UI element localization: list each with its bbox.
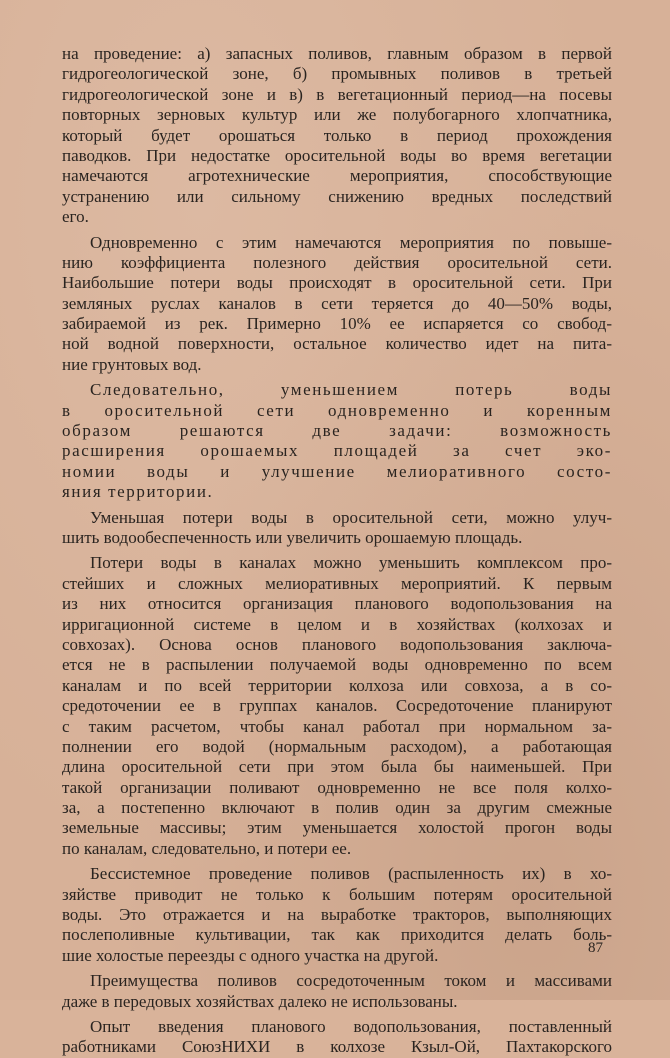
text-line: намечаются агротехнические мероприятия, способствующие xyxy=(62,166,612,186)
text-line: стейших и сложных мелиоративных мероприятий. К первым xyxy=(62,573,612,593)
text-line: с таким расчетом, чтобы канал работал при нормальном за- xyxy=(62,716,612,736)
text-line: который будет орошаться только в период прохождения xyxy=(62,125,612,145)
text-line: каналам и по всей территории колхоза или совхоза, а в со- xyxy=(62,675,612,695)
page-number: 87 xyxy=(588,940,603,956)
text-line: земельные массивы; этим уменьшается холостой прогон воды xyxy=(62,818,612,838)
text-line: гидрогеологической зоне и в) в вегетационный период—на посевы xyxy=(62,84,612,104)
text-line: Преимущества поливов сосредоточенным током и массивами xyxy=(90,971,612,991)
body-text xyxy=(62,44,612,1058)
text-line: шие холостые переезды с одного участка на другой. xyxy=(62,945,439,965)
text-line: за, а постепенно включают в полив один за другим смежные xyxy=(62,798,612,818)
text-line: совхозах). Основа основ планового водопользования заключа- xyxy=(62,634,612,654)
text-line: работниками СоюзНИХИ в колхозе Кзыл-Ой, Пахтакорского xyxy=(62,1037,612,1057)
text-line: даже в передовых хозяйствах далеко не использованы. xyxy=(62,991,458,1011)
text-line: воды. Это отражается и на выработке тракторов, выполняющих xyxy=(62,905,612,925)
text-line: забираемой из рек. Примерно 10% ее испаряется со свобод- xyxy=(62,314,612,334)
text-line: средоточении ее в группах каналов. Сосредоточение планируют xyxy=(62,696,612,716)
text-line: зяйстве приводит не только к большим потерям оросительной xyxy=(62,884,612,904)
paragraph-6 xyxy=(62,864,612,966)
text-line: земляных руслах каналов в сети теряется до 40—50% воды, xyxy=(62,293,612,313)
text-line: шить водообеспеченность или увеличить орошаемую площадь. xyxy=(62,527,523,547)
paragraph-4 xyxy=(62,508,612,549)
text-line: устранению или сильному снижению вредных последствий xyxy=(62,186,612,206)
paragraph-5 xyxy=(62,553,612,859)
paragraph-8 xyxy=(62,1017,612,1058)
text-line: такой организации поливают одновременно не все поля колхо- xyxy=(62,777,612,797)
text-line: из них относится организация планового водопользования на xyxy=(62,594,612,614)
text-line: нию коэффициента полезного действия оросительной сети. xyxy=(62,252,612,272)
text-line: повторных зерновых культур или же полубогарного хлопчатника, xyxy=(62,105,612,125)
text-line: Наибольшие потери воды происходят в оросительной сети. При xyxy=(62,273,612,293)
text-line: по каналам, следовательно, и потери ее. xyxy=(62,838,352,858)
paragraph-2 xyxy=(62,233,612,376)
text-line: полнении его водой (нормальным расходом), а работающая xyxy=(62,736,612,756)
text-line: образом решаются две задачи: возможность xyxy=(62,421,612,441)
paragraph-7 xyxy=(62,971,612,1012)
text-line: гидрогеологической зоне, б) промывных поливов в третьей xyxy=(62,64,612,84)
text-line: Следовательно, уменьшением потерь воды xyxy=(90,380,612,400)
text-line: Одновременно с этим намечаются мероприятия по повыше- xyxy=(90,232,612,252)
text-line: в оросительной сети одновременно и коренным xyxy=(62,400,612,420)
text-line: номии воды и улучшение мелиоративного состо- xyxy=(62,461,612,481)
text-line: Бессистемное проведение поливов (распыленность их) в хо- xyxy=(90,864,612,884)
text-line: ние грунтовых вод. xyxy=(62,354,202,374)
text-line: длина оросительной сети при этом была бы наименьшей. При xyxy=(62,757,612,777)
text-line: его. xyxy=(62,207,89,227)
text-line: Опыт введения планового водопользования, поставленный xyxy=(90,1016,612,1036)
text-line: яния территории. xyxy=(62,482,214,502)
paragraph-3-emphasis xyxy=(62,380,612,502)
text-line: послеполивные культивации, так как приходится делать боль- xyxy=(62,925,612,945)
text-line: ется не в распылении получаемой воды одновременно по всем xyxy=(62,655,612,675)
text-line: ной водной поверхности, остальное количество идет на пита- xyxy=(62,334,612,354)
paragraph-1 xyxy=(62,44,612,228)
text-line: паводков. При недостатке оросительной воды во время вегетации xyxy=(62,145,612,165)
text-line: на проведение: а) запасных поливов, главным образом в первой xyxy=(62,44,612,63)
text-line: расширения орошаемых площадей за счет эко- xyxy=(62,441,612,461)
text-line: Потери воды в каналах можно уменьшить комплексом про- xyxy=(90,553,612,573)
text-line: ирригационной системе в целом и в хозяйствах (колхозах и xyxy=(62,614,612,634)
text-line: Уменьшая потери воды в оросительной сети, можно улуч- xyxy=(90,507,612,527)
